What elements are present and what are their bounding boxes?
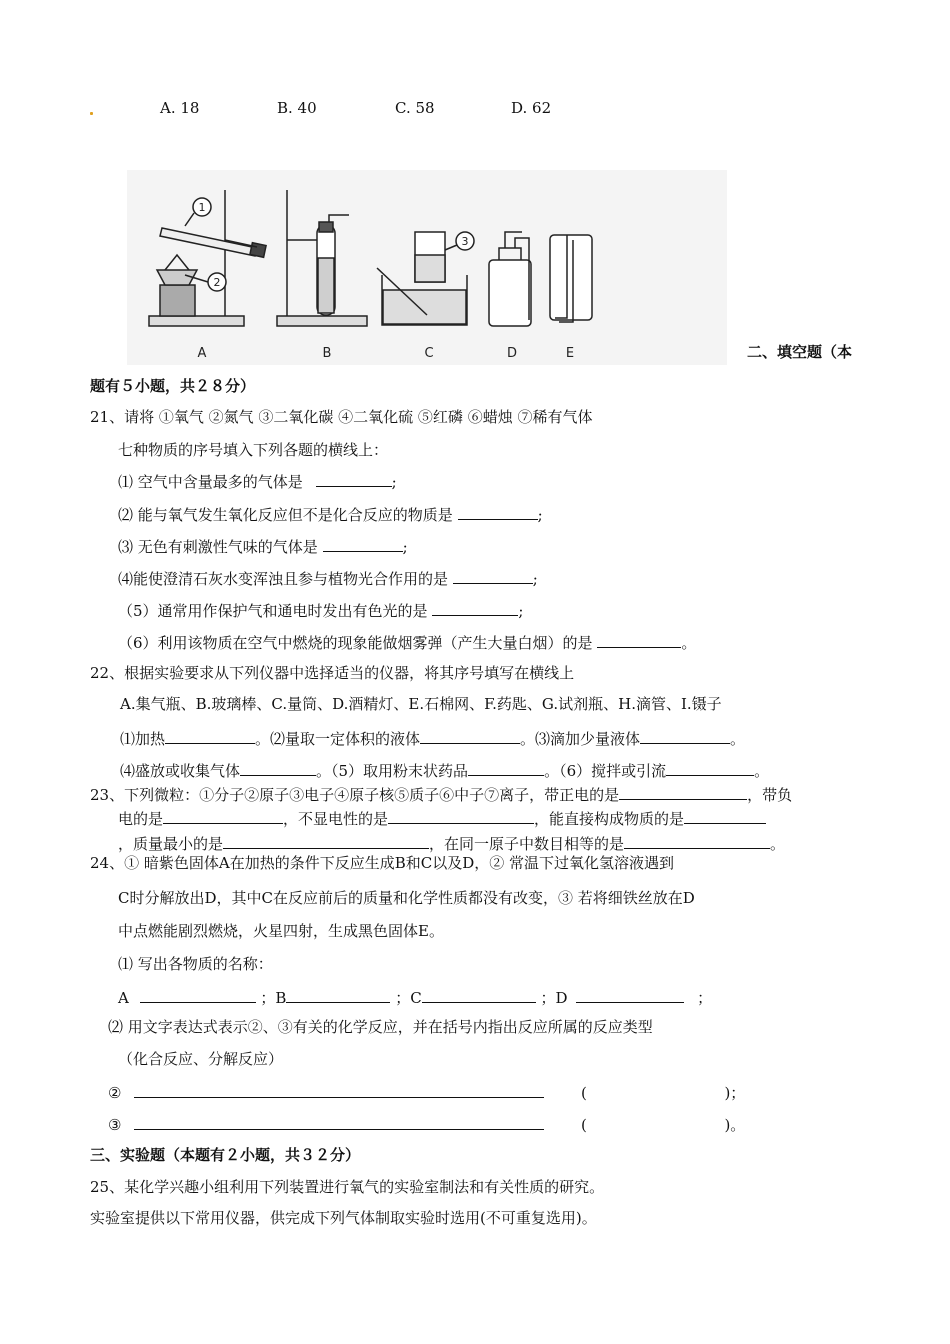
answer-blank[interactable] — [640, 727, 730, 744]
answer-blank[interactable] — [165, 727, 255, 744]
q23-text: ，质量最小的是 — [118, 835, 224, 853]
answer-blank[interactable] — [458, 503, 538, 520]
answer-blank[interactable] — [432, 599, 518, 616]
q22-part: 。（5）取用粉末状药品 — [316, 762, 469, 780]
option-d: D. 62 — [511, 99, 552, 117]
q23-text: 。 — [770, 835, 786, 853]
figure-label-b: B — [322, 346, 332, 361]
q21-item-text: ⑵ 能与氧气发生氧化反应但不是化合反应的物质是 — [118, 506, 453, 524]
answer-blank[interactable] — [420, 727, 520, 744]
q23-line-1 — [90, 783, 792, 805]
q24-name-label: ；B — [260, 989, 287, 1007]
answer-blank[interactable] — [624, 832, 770, 849]
answer-blank[interactable] — [592, 1082, 720, 1098]
q22-part: ⑷盛放或收集气体 — [120, 762, 241, 780]
answer-blank[interactable] — [576, 986, 684, 1003]
answer-blank[interactable] — [468, 759, 544, 776]
q22-part: 。（6）搅拌或引流 — [544, 762, 667, 780]
q23-text: ，能直接构成物质的是 — [534, 810, 685, 828]
q24-sub2b: （化合反应、分解反应） — [118, 1050, 284, 1068]
answer-blank[interactable] — [240, 759, 316, 776]
q24-names-row — [118, 986, 712, 1008]
answer-blank[interactable] — [134, 1081, 544, 1098]
answer-blank[interactable] — [597, 631, 681, 648]
q21-item-4 — [118, 567, 538, 589]
q24-eq-row-2 — [108, 1113, 745, 1135]
q23-text: ，在同一原子中数目相等的是 — [429, 835, 625, 853]
q22-list: A.集气瓶、B.玻璃棒、C.量筒、D.酒精灯、E.石棉网、F.药匙、G.试剂瓶、H.滴管、I.镊子 — [120, 695, 722, 713]
answer-blank[interactable] — [316, 470, 392, 487]
paren-open: ( — [581, 1116, 587, 1134]
q24-eq-row-1 — [108, 1081, 745, 1103]
q22-part: 。⑶滴加少量液体 — [520, 730, 641, 748]
figure-label-c: C — [424, 346, 434, 361]
q22-row-2 — [120, 759, 769, 781]
q21-item-text: ⑶ 无色有刺激性气味的气体是 — [118, 538, 318, 556]
q21-item-text: ⑷能使澄清石灰水变浑浊且参与植物光合作用的是 — [118, 570, 449, 588]
apparatus-drawing — [127, 170, 727, 365]
q25-line-2: 实验室提供以下常用仪器，供完成下列气体制取实验时选用(不可重复选用)。 — [90, 1209, 597, 1227]
q21-item-end: 。 — [681, 634, 697, 652]
option-b: B. 40 — [277, 99, 317, 117]
answer-blank[interactable] — [666, 759, 754, 776]
q21-item-end: ; — [402, 538, 408, 556]
section2-title-part2: 题有５小题，共２８分） — [90, 377, 256, 395]
q24-line-2: C时分解放出D，其中C在反应前后的质量和化学性质都没有改变，③ 若将细铁丝放在D — [118, 889, 695, 907]
q21-item-1 — [118, 470, 397, 492]
paren-close: )； — [724, 1084, 746, 1102]
answer-blank[interactable] — [422, 986, 536, 1003]
q23-line-2 — [118, 807, 766, 829]
section2-title-part1: 二、填空题（本 — [747, 343, 853, 361]
figure-circle-1: 1 — [198, 201, 206, 214]
q22-intro: 22、根据实验要求从下列仪器中选择适当的仪器，将其序号填写在横线上 — [90, 664, 575, 682]
q25-line-1: 25、某化学兴趣小组利用下列装置进行氧气的实验室制法和有关性质的研究。 — [90, 1178, 605, 1196]
option-a: A. 18 — [160, 99, 200, 117]
answer-blank[interactable] — [140, 986, 256, 1003]
q24-sub1: ⑴ 写出各物质的名称： — [118, 955, 273, 973]
q21-item-2 — [118, 503, 543, 525]
q21-item-text: （6）利用该物质在空气中燃烧的现象能做烟雾弹（产生大量白烟）的是 — [118, 634, 593, 652]
q22-part: 。 — [754, 762, 770, 780]
figure-label-a: A — [197, 346, 207, 361]
paren-close: )。 — [724, 1116, 746, 1134]
answer-blank[interactable] — [163, 807, 283, 824]
section3-title: 三、实验题（本题有２小题，共３２分） — [90, 1146, 361, 1164]
q24-name-label: ；C — [395, 989, 422, 1007]
q21-item-end: ; — [518, 602, 524, 620]
q23-text: 23、下列微粒：①分子②原子③电子④原子核⑤质子⑥中子⑦离子，带正电的是 — [90, 786, 620, 804]
apparatus-figure — [127, 170, 727, 365]
q22-part: 。⑵量取一定体积的液体 — [255, 730, 421, 748]
q24-name-label: ；D — [540, 989, 568, 1007]
q24-name-label: A — [118, 989, 129, 1007]
q24-eq-label: ② — [108, 1084, 122, 1102]
figure-label-e: E — [565, 346, 575, 361]
answer-blank[interactable] — [388, 807, 534, 824]
q21-item-6 — [118, 631, 696, 653]
figure-circle-3: 3 — [461, 235, 469, 248]
figure-circle-2: 2 — [213, 276, 221, 289]
q23-text: ，带负 — [747, 786, 793, 804]
answer-blank[interactable] — [453, 567, 533, 584]
q21-item-3 — [118, 535, 408, 557]
q24-sub2: ⑵ 用文字表达式表示②、③有关的化学反应，并在括号内指出反应所属的反应类型 — [108, 1018, 653, 1036]
stray-mark — [90, 112, 93, 115]
figure-label-d: D — [506, 346, 518, 361]
q23-text: ，不显电性的是 — [283, 810, 389, 828]
option-c: C. 58 — [395, 99, 435, 117]
answer-blank[interactable] — [323, 535, 403, 552]
answer-blank[interactable] — [592, 1114, 720, 1130]
q22-part: ⑴加热 — [120, 730, 166, 748]
answer-blank[interactable] — [684, 807, 766, 824]
q21-item-end: ; — [391, 473, 397, 491]
q21-intro2: 七种物质的序号填入下列各题的横线上： — [118, 441, 389, 459]
q22-row-1 — [120, 727, 745, 749]
q22-part: 。 — [730, 730, 746, 748]
q21-intro: 21、请将 ①氧气 ②氮气 ③二氧化碳 ④二氧化硫 ⑤红磷 ⑥蜡烛 ⑦稀有气体 — [90, 408, 593, 426]
paren-open: ( — [581, 1084, 587, 1102]
q23-line-3 — [118, 832, 785, 854]
q21-item-end: ; — [537, 506, 543, 524]
q24-line-3: 中点燃能剧烈燃烧，火星四射，生成黑色固体E。 — [118, 922, 444, 940]
answer-blank[interactable] — [286, 986, 390, 1003]
q24-line-1: 24、① 暗紫色固体A在加热的条件下反应生成B和C以及D，② 常温下过氧化氢溶液遇到 — [90, 854, 674, 872]
answer-blank[interactable] — [134, 1113, 544, 1130]
answer-blank[interactable] — [619, 783, 747, 800]
q21-item-end: ; — [532, 570, 538, 588]
q24-name-label: ； — [697, 989, 713, 1007]
q24-eq-label: ③ — [108, 1116, 122, 1134]
q21-item-5 — [118, 599, 523, 621]
q21-item-text: ⑴ 空气中含量最多的气体是 — [118, 473, 303, 491]
answer-blank[interactable] — [223, 832, 429, 849]
q23-text: 电的是 — [118, 810, 164, 828]
q21-item-text: （5）通常用作保护气和通电时发出有色光的是 — [118, 602, 428, 620]
